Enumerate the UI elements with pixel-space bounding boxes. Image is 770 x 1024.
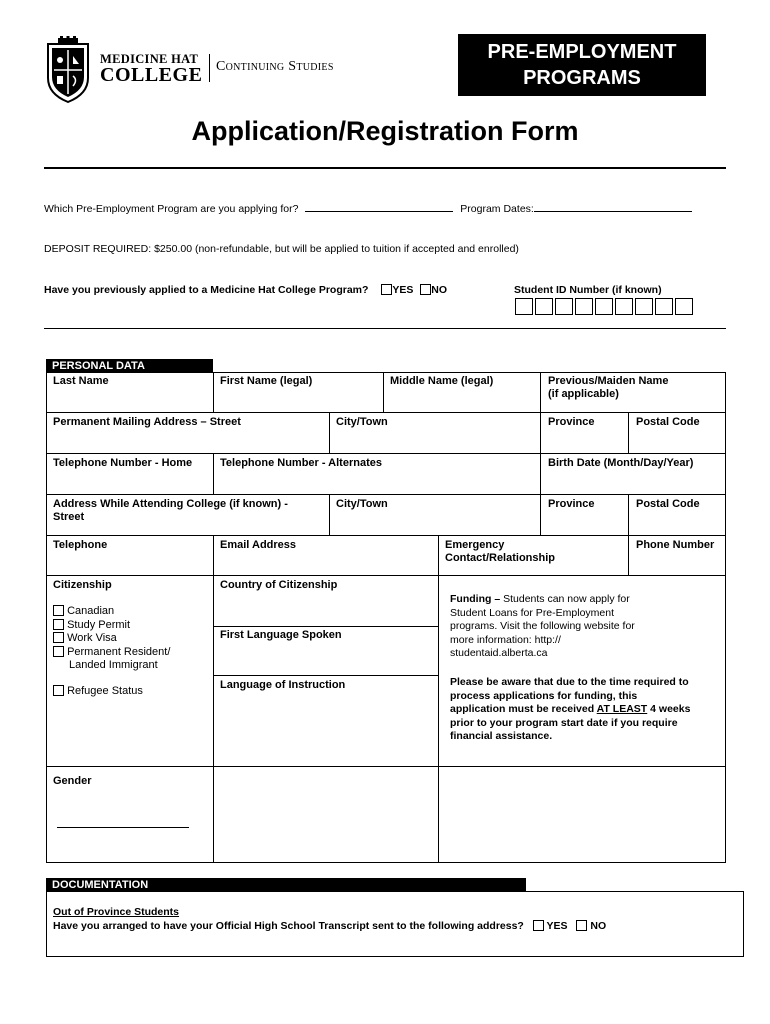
refugee-label: Refugee Status [67,684,143,697]
program-type-box [458,34,706,96]
refugee-option [53,685,170,699]
student-id-digit-box[interactable] [575,298,593,315]
first-name-label: First Name (legal) [220,375,313,387]
student-id-digit-box[interactable] [555,298,573,315]
program-type-line1: PRE-EMPLOYMENT [487,41,677,63]
first-language-field[interactable] [215,644,436,673]
program-name-field[interactable] [305,211,453,212]
notice-line-3 [450,703,722,717]
funding-text-1: Students can now apply for [503,593,630,605]
previous-yes-checkbox[interactable] [381,284,392,295]
first-name-field[interactable] [215,389,381,410]
email-field[interactable] [215,553,436,573]
deposit-notice: DEPOSIT REQUIRED: $250.00 (non-refundable, but will be applied to tuition if accepted and enrolled) [44,243,519,255]
personal-data-header: PERSONAL DATA [46,359,213,373]
notice-line-2: process applications for funding, this [450,689,638,702]
form-title: Application/Registration Form [191,116,579,146]
gender-field[interactable] [57,827,189,828]
student-id-digit-box[interactable] [675,298,693,315]
college-name-line2: COLLEGE [100,64,203,86]
city-label: City/Town [336,416,388,428]
language-instruction-label: Language of Instruction [220,679,346,691]
alternate-phone-label: Telephone Number - Alternates [220,457,382,469]
college-address-label [53,498,288,524]
documentation-header: DOCUMENTATION [46,878,526,892]
previous-yes-label: YES [392,284,414,296]
citizenship-options [53,605,170,698]
college-postal-field[interactable] [630,512,723,533]
permanent-resident-checkbox[interactable] [53,646,64,657]
title-underline [44,167,726,169]
first-language-label: First Language Spoken [220,629,342,641]
student-id-digit-box[interactable] [655,298,673,315]
notice-line-1: Please be aware that due to the time required to [450,676,689,688]
home-phone-label: Telephone Number - Home [53,457,193,469]
work-visa-option [53,632,170,646]
language-instruction-field[interactable] [215,694,436,764]
telephone-field[interactable] [48,553,211,573]
student-id-digit-box[interactable] [595,298,613,315]
program-question-row [44,203,734,215]
program-question-label: Which Pre-Employment Program are you applying for? [44,203,299,215]
logo-divider [209,54,210,82]
permanent-resident-option [53,646,170,660]
permanent-resident-label: Permanent Resident/ [67,645,171,658]
refugee-checkbox[interactable] [53,685,64,696]
college-logo [44,36,364,106]
middle-name-field[interactable] [385,389,538,410]
transcript-yes-checkbox[interactable] [533,920,544,931]
work-visa-checkbox[interactable] [53,632,64,643]
study-permit-option [53,619,170,633]
previous-name-label-line1: Previous/Maiden Name [548,375,669,387]
province-field[interactable] [542,430,626,451]
birth-date-field[interactable] [542,471,723,492]
citizenship-label: Citizenship [53,579,112,591]
notice-emphasis: AT LEAST [596,703,648,715]
previous-no-label: NO [431,284,448,296]
college-address-label-line1: Address While Attending College (if known) - [53,498,288,510]
student-id-digit-box[interactable] [535,298,553,315]
transcript-no-checkbox[interactable] [576,920,587,931]
previous-application-row [44,284,447,296]
student-id-label: Student ID Number (if known) [514,284,662,296]
student-id-digit-box[interactable] [615,298,633,315]
college-postal-label: Postal Code [636,498,700,510]
transcript-no-label: NO [590,920,607,932]
funding-line-1 [450,593,720,607]
funding-heading: Funding – [450,593,501,605]
college-province-label: Province [548,498,595,510]
gender-label: Gender [53,775,92,787]
program-dates-label: Program Dates: [460,203,534,215]
funding-info [450,593,720,661]
intro-divider [44,328,726,329]
college-province-field[interactable] [542,512,626,533]
college-name-line1: MEDICINE HAT [100,52,199,66]
last-name-field[interactable] [48,389,211,410]
funding-line-2: Student Loans for Pre-Employment [450,606,615,619]
country-of-citizenship-field[interactable] [215,594,436,624]
emergency-contact-label [445,539,555,565]
work-visa-label: Work Visa [67,632,117,644]
notice-line-5: financial assistance. [450,730,553,742]
phone-number-field[interactable] [630,553,723,573]
emergency-contact-label-line1: Emergency [445,539,505,551]
notice-line-4: prior to your program start date if you require [450,716,678,729]
home-phone-field[interactable] [48,471,211,492]
notice-line-3c: 4 weeks [650,703,691,715]
previous-name-label-line2: (if applicable) [548,388,619,400]
student-id-digit-box[interactable] [635,298,653,315]
alternate-phone-field[interactable] [215,471,538,492]
transcript-yes-label: YES [546,920,568,932]
division-name: Continuing Studies [216,59,334,74]
last-name-label: Last Name [53,375,109,387]
street-label: Permanent Mailing Address – Street [53,416,241,428]
postal-code-field[interactable] [630,430,723,451]
canadian-option [53,605,170,619]
previous-application-question: Have you previously applied to a Medicine Hat College Program? [44,284,369,296]
birth-date-label: Birth Date (Month/Day/Year) [548,457,694,469]
previous-name-label [548,375,668,401]
funding-line-4: more information: http:// [450,633,561,646]
out-of-province-heading: Out of Province Students [53,906,180,918]
study-permit-checkbox[interactable] [53,619,64,630]
emergency-contact-label-line2: Contact/Relationship [445,552,556,564]
funding-url[interactable]: studentaid.alberta.ca [450,647,548,659]
transcript-question: Have you arranged to have your Official High School Transcript sent to the following address? [53,920,524,932]
postal-code-label: Postal Code [636,416,700,428]
telephone-label: Telephone [53,539,108,551]
middle-name-label: Middle Name (legal) [390,375,494,387]
transcript-question-row [53,920,606,932]
canadian-label: Canadian [67,605,115,617]
street-field[interactable] [48,430,327,451]
canadian-checkbox[interactable] [53,605,64,616]
college-city-field[interactable] [331,512,538,533]
student-id-boxes [515,298,695,315]
country-of-citizenship-label: Country of Citizenship [220,579,338,591]
study-permit-label: Study Permit [67,618,131,631]
college-city-label: City/Town [336,498,388,510]
crest-icon [44,36,92,104]
province-label: Province [548,416,595,428]
student-id-digit-box[interactable] [515,298,533,315]
program-type-line2: PROGRAMS [523,67,641,89]
funding-deadline-notice [450,676,722,744]
email-label: Email Address [220,539,297,551]
program-dates-field[interactable] [534,211,692,212]
notice-line-3a: application must be received [450,703,595,715]
landed-immigrant-label: Landed Immigrant [69,659,158,671]
funding-line-3: programs. Visit the following website for [450,620,635,632]
city-field[interactable] [331,430,538,451]
phone-number-label: Phone Number [636,539,715,551]
college-address-label-line2: Street [53,511,85,523]
previous-no-checkbox[interactable] [420,284,431,295]
